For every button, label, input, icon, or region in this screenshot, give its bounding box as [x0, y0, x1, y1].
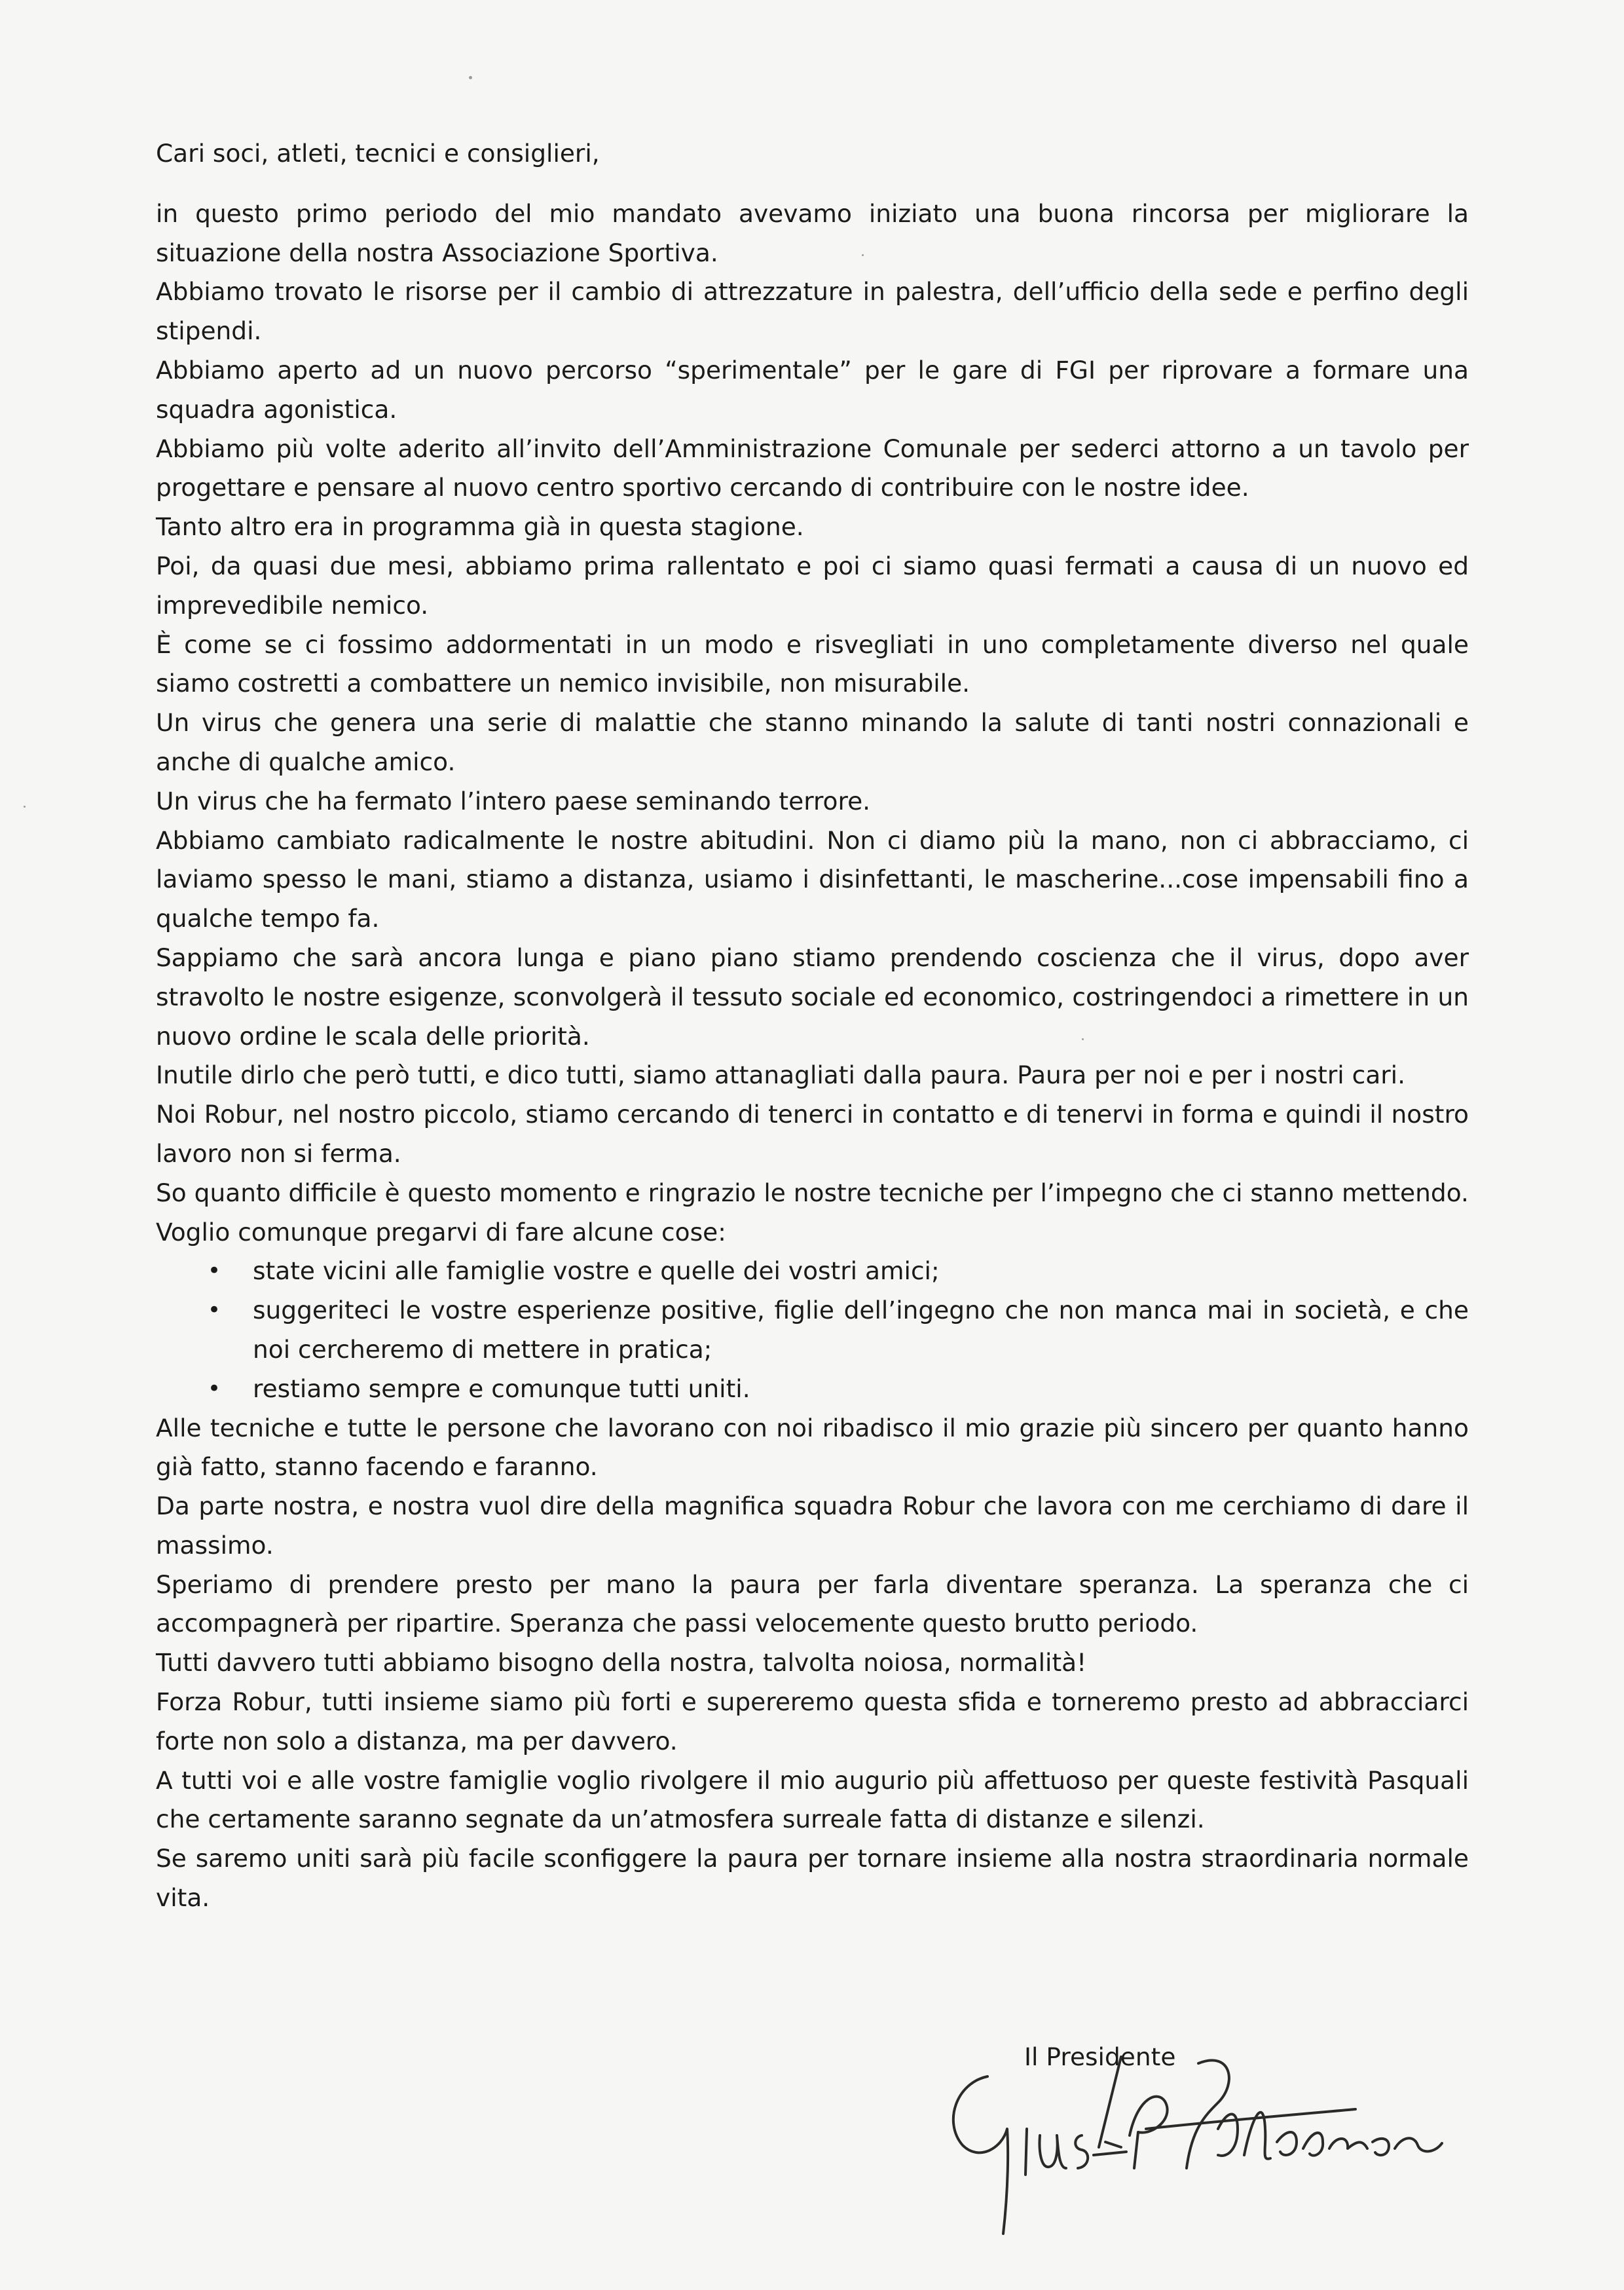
bullet-item — [156, 1370, 1469, 1409]
paragraph: Noi Robur, nel nostro piccolo, stiamo cercando di tenerci in contatto e di tenervi in forma e quindi il nostro lavoro non si ferma. — [156, 1100, 1469, 1168]
president-label: Il Presidente — [1024, 2042, 1176, 2071]
paragraph: Da parte nostra, e nostra vuol dire della magnifica squadra Robur che lavora con me cerchiamo di dare il massimo. — [156, 1492, 1469, 1560]
paragraph: Se saremo uniti sarà più facile sconfiggere la paura per tornare insieme alla nostra straordinaria normale vita. — [156, 1844, 1469, 1913]
bullet-icon: • — [208, 1297, 221, 1324]
paragraph: A tutti voi e alle vostre famiglie voglio rivolgere il mio augurio più affettuoso per queste festività Pasquali che certamente saranno segnate da un’atmosfera surreale fatta di distanze e silenzi. — [156, 1765, 1469, 1834]
paragraph: Inutile dirlo che però tutti, e dico tutti, siamo attanagliati dalla paura. Paura per noi e per i nostri cari. — [156, 1061, 1405, 1090]
bullet-icon: • — [208, 1375, 221, 1402]
scan-speck — [469, 76, 472, 79]
paragraph: So quanto difficile è questo momento e ringrazio le nostre tecniche per l’impegno che ci stanno mettendo. — [156, 1178, 1469, 1207]
paragraph: È come se ci fossimo addormentati in un modo e risvegliati in uno completamente diverso nel quale siamo costretti a combattere un nemico invisibile, non misurabile. — [156, 629, 1469, 698]
scan-speck — [24, 806, 26, 808]
paragraph: Tanto altro era in programma già in questa stagione. — [156, 512, 804, 542]
paragraph: Abbiamo trovato le risorse per il cambio di attrezzature in palestra, dell’ufficio della sede e perfino degli stipendi. — [156, 277, 1469, 346]
bullet-item — [156, 1291, 1469, 1370]
letter-body — [156, 134, 1469, 1918]
paragraph: Abbiamo aperto ad un nuovo percorso “sperimentale” per le gare di FGI per riprovare a formare una squadra agonistica. — [156, 355, 1469, 424]
paragraphs-top — [156, 195, 1469, 1252]
paragraph: in questo primo periodo del mio mandato avevamo iniziato una buona rincorsa per migliorare la situazione della nostra Associazione Sportiva. — [156, 198, 1469, 267]
paragraphs-bottom — [156, 1409, 1469, 1918]
paragraph: Voglio comunque pregarvi di fare alcune cose: — [156, 1217, 726, 1247]
signature-block — [930, 2037, 1467, 2253]
paragraph: Tutti davvero tutti abbiamo bisogno della nostra, talvolta noiosa, normalità! — [156, 1648, 1087, 1678]
bullet-list — [156, 1252, 1469, 1408]
bullet-icon: • — [208, 1258, 221, 1285]
handwritten-signature — [930, 2037, 1467, 2253]
paragraph: Poi, da quasi due mesi, abbiamo prima rallentato e poi ci siamo quasi fermati a causa di un nuovo ed imprevedibile nemico. — [156, 551, 1469, 620]
bullet-text: suggeriteci le vostre esperienze positive, figlie dell’ingegno che non manca mai in società, e che noi cercheremo di mettere in pratica; — [253, 1296, 1469, 1364]
paragraph: Alle tecniche e tutte le persone che lavorano con noi ribadisco il mio grazie più sincero per quanto hanno già fatto, stanno facendo e faranno. — [156, 1413, 1469, 1482]
paragraph: Un virus che genera una serie di malattie che stanno minando la salute di tanti nostri connazionali e anche di qualche amico. — [156, 708, 1469, 776]
paragraph: Abbiamo cambiato radicalmente le nostre abitudini. Non ci diamo più la mano, non ci abbracciamo, ci laviamo spesso le mani, stiamo a distanza, usiamo i disinfettanti, le mascherine...cose impensabili fino a qualche tempo fa. — [156, 825, 1469, 933]
bullet-text: restiamo sempre e comunque tutti uniti. — [253, 1374, 750, 1403]
bullet-text: state vicini alle famiglie vostre e quelle dei vostri amici; — [253, 1256, 940, 1286]
paragraph: Un virus che ha fermato l’intero paese seminando terrore. — [156, 786, 871, 816]
salutation: Cari soci, atleti, tecnici e consiglieri, — [156, 139, 600, 168]
paragraph: Speriamo di prendere presto per mano la paura per farla diventare speranza. La speranza che ci accompagnerà per ripartire. Speranza che passi velocemente questo brutto periodo. — [156, 1569, 1469, 1638]
bullet-item — [156, 1252, 1469, 1291]
paragraph: Abbiamo più volte aderito all’invito dell’Amministrazione Comunale per sederci attorno a un tavolo per progettare e pensare al nuovo centro sportivo cercando di contribuire con le nostre idee. — [156, 434, 1469, 502]
paragraph: Forza Robur, tutti insieme siamo più forti e supereremo questa sfida e torneremo presto ad abbracciarci forte non solo a distanza, ma per davvero. — [156, 1687, 1469, 1755]
paragraph: Sappiamo che sarà ancora lunga e piano piano stiamo prendendo coscienza che il virus, dopo aver stravolto le nostre esigenze, sconvolgerà il tessuto sociale ed economico, costringendoci a rimettere in un nuovo ordine le scala delle priorità. — [156, 943, 1469, 1051]
